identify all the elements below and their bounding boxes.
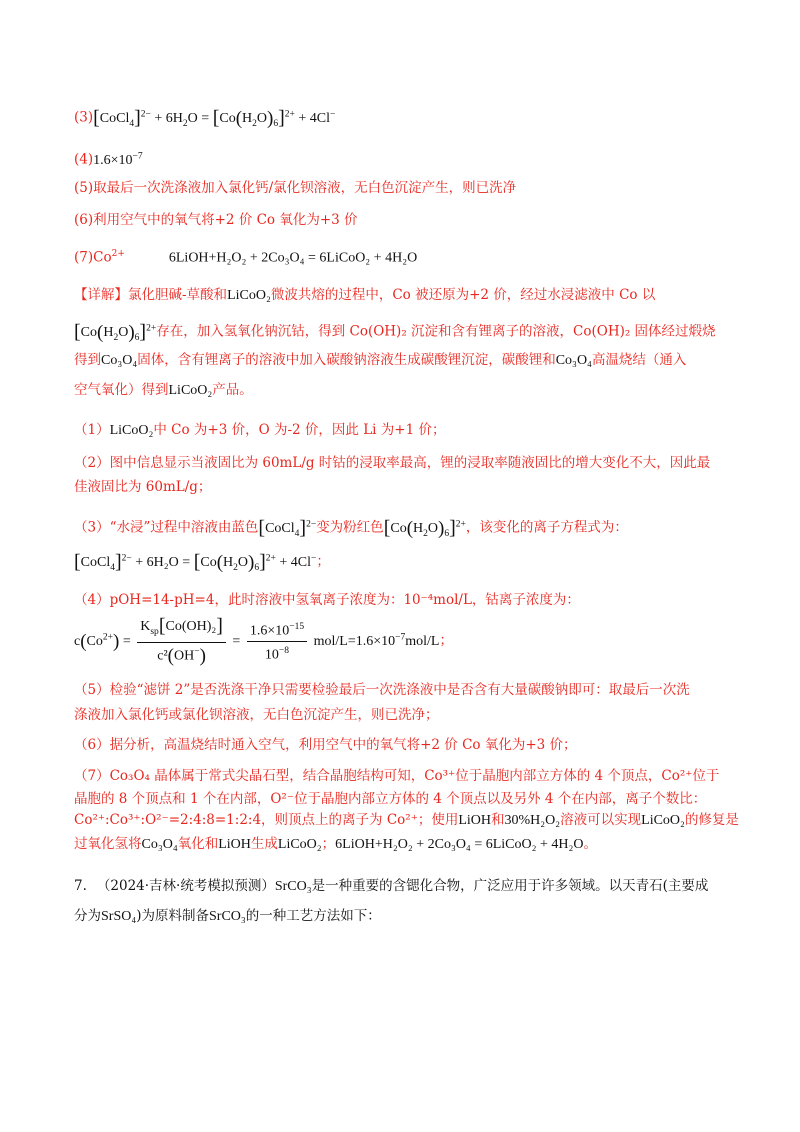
explain-heading: 【详解】氯化胆碱-草酸和: [74, 287, 228, 303]
explain-text: 变为粉红色: [316, 519, 384, 536]
question-text: 分为: [74, 908, 101, 924]
question-text: )为原料制备: [136, 908, 210, 924]
ksp-exp: −15: [289, 622, 305, 633]
question-7-line-1: [74, 876, 708, 897]
formula-srso4: SrSO₄: [101, 909, 137, 924]
explain-q7-line-3: [74, 810, 739, 831]
question-text: 的一种工艺方法如下：: [245, 908, 381, 924]
explain-q6: （6）据分析，高温烧结时通入空气，利用空气中的氧气将+2 价 Co 氧化为+3 价；: [74, 737, 577, 753]
explain-q2-line-2: 佳液固比为 60mL/g；: [74, 479, 212, 495]
formula-licoo2: LiCoO₂: [168, 383, 213, 398]
ksp-value: 1.6×10: [249, 623, 290, 639]
ksp-symbol: K: [140, 619, 151, 635]
explain-line-1: [74, 285, 655, 306]
explain-text: 中 Co 为+3 价，O 为-2 价，因此 Li 为+1 价；: [153, 422, 446, 438]
explain-q3-line-1: [74, 511, 628, 546]
answer-3-rhs: + 4Cl: [298, 110, 331, 126]
explain-q4-equation: [74, 614, 453, 665]
equation: [CoCl$_4$]$^{2-}$ + $6H_2O = [Co(H_2O)_6]^{2+} + 4Cl^-$: [74, 550, 317, 573]
complex-ion-co-h2o: $[Co(H_2O)_6]^{2+}$: [74, 320, 157, 343]
explain-text: （3）“水浸”过程中溶液由蓝色: [74, 519, 259, 536]
explain-text: ；: [439, 632, 453, 649]
explain-text: 高温烧结（通入: [591, 352, 687, 368]
ksp-compound: Co(OH)₂: [165, 619, 217, 635]
result-value: mol/L=1.6×10: [313, 633, 396, 649]
explain-text: 。: [583, 836, 597, 852]
explain-text: 得到: [74, 352, 101, 368]
answer-7-label: (7)Co: [74, 249, 112, 266]
explain-text: 固体，含有锂离子的溶液中加入碳酸钠溶液生成碳酸锂沉淀，碳酸锂和: [137, 352, 556, 368]
explain-q7-line-4: [74, 834, 597, 855]
answer-3-co: Co: [219, 110, 236, 126]
formula-h2o2: 30%H₂O₂: [504, 813, 561, 828]
explain-text: 溶液可以实现: [560, 812, 642, 828]
explain-text: 生成: [250, 836, 278, 852]
equation-mid: + 6H₂O =: [135, 554, 194, 570]
answer-5: (5)取最后一次洗涤液加入氯化钙/氯化钡溶液，无白色沉淀产生，则已洗净: [74, 180, 517, 196]
explain-q3-equation: [74, 545, 330, 580]
explain-text: 的修复是: [684, 812, 739, 828]
equation: 6LiOH+H₂O₂ + 2Co₃O₄ = 6LiCoO₂ + 4H₂O: [335, 837, 584, 852]
equation-lhs: CoCl: [80, 554, 111, 570]
explain-q1: [74, 420, 445, 441]
answer-4-exponent: −7: [132, 151, 143, 161]
question-7-line-2: [74, 906, 381, 927]
result-unit: mol/L: [405, 633, 440, 649]
explain-text: 存在，加入氢氧化钠沉钴，得到 Co(OH)₂ 沉淀和含有锂离子的溶液，Co(OH)₂ 固体经过煅烧: [156, 323, 716, 340]
answer-4-label: (4): [74, 151, 94, 168]
explain-text: 氧化和: [177, 836, 219, 852]
complex-ion-co-h2o: $[Co(H_2O)_6]^{2+}$: [383, 516, 466, 539]
explain-line-2: [74, 315, 716, 350]
explain-q7-line-2: 晶胞的 8 个顶点和 1 个在内部，O²⁻位于晶胞内部立方体的 4 个顶点以及另外 4 个在内部，离子个数比：: [74, 791, 707, 807]
conc-symbol: c: [74, 633, 81, 649]
formula-licoo2: LiCoO₂: [227, 288, 271, 303]
answer-7: [74, 244, 417, 269]
question-source: （2024·吉林·统考模拟预测）: [96, 878, 275, 894]
explain-q2-line-1: （2）图中信息显示当液固比为 60mL/g 时钴的浸取率最高，锂的浸取率随液固比的增大变化不大，因此最: [74, 455, 711, 471]
concentration-equation: $c(Co^{2+})$ = $\frac{K_{sp}[Co(OH)_2]}{c^2(OH^-)}$ = $\frac{1.6\times 10^{-15}}{10^{-8}}$ mol/$L=1.6\times 10^{-7}mol/L$: [74, 615, 440, 667]
explain-text: ；: [321, 836, 336, 852]
explain-q5-line-2: 涤液加入氯化钙或氯化钡溶液，无白色沉淀产生，则已洗净；: [74, 707, 439, 723]
answer-7-charge: 2+: [111, 249, 125, 259]
ksp-sub: sp: [150, 627, 159, 637]
explain-text: 产品。: [212, 382, 253, 398]
explain-text: 过氧化氢将: [74, 836, 142, 852]
explain-text: 空气氧化）得到: [74, 382, 169, 398]
explain-text: ；: [316, 553, 330, 570]
answer-6: (6)利用空气中的氧气将+2 价 Co 氧化为+3 价: [74, 212, 358, 228]
explain-text: Co²⁺:Co³⁺:O²⁻=2:4:8=1:2:4，则顶点上的离子为 Co²⁺；使用: [74, 812, 459, 828]
explain-text: ，该变化的离子方程式为：: [465, 519, 628, 536]
fraction-values: [247, 619, 307, 663]
oh-value: 10: [264, 647, 279, 663]
explain-q4-line-1: （4）pOH=14-pH=4，此时溶液中氢氧离子浓度为：10⁻⁴mol/L，钴离子浓度为：: [74, 592, 580, 608]
answer-3-plus: + 6H: [154, 110, 183, 126]
explain-line-4: [74, 380, 253, 401]
answer-3-label: (3): [74, 109, 94, 126]
formula-co3o4: Co₃O₄: [141, 837, 178, 852]
answer-3: [74, 101, 335, 136]
explain-line-3: [74, 350, 686, 371]
formula-lioh: LiOH: [218, 837, 251, 852]
answer-3-equation: [CoCl$_4$]$^{2-}$ + $6H_2O = [Co(H_2O)_6]^{2+} + 4Cl^-$: [93, 106, 336, 129]
question-number: 7.: [74, 878, 87, 894]
hydroxide: OH: [173, 648, 195, 664]
oh-exp: −8: [278, 645, 290, 656]
explain-text: 微波共熔的过程中，Co 被还原为+2 价，经过水浸滤液中 Co 以: [270, 287, 656, 303]
answer-4: [74, 146, 143, 171]
formula-co3o4: Co₃O₄: [555, 353, 592, 368]
explain-text: （1）: [74, 422, 110, 438]
formula-licoo2: LiCoO₂: [109, 423, 154, 438]
answer-4-value: 1.6×10: [93, 152, 133, 168]
formula-lioh: LiOH: [458, 813, 491, 828]
conc-squared: c²: [157, 648, 168, 664]
explain-q7-line-1: （7）Co₃O₄ 晶体属于常式尖晶石型，结合晶胞结构可知，Co³⁺位于晶胞内部立方体的 4 个顶点，Co²⁺位于: [74, 768, 720, 784]
equation-rhs: + 4Cl: [279, 554, 312, 570]
fraction-ksp: $\frac{K_{sp}[Co(OH)_2]}{c^2(OH^-)}$: [137, 618, 226, 664]
answer-3-o: O: [256, 110, 268, 126]
answer-7-equation: 6LiOH+H₂O₂ + 2Co₃O₄ = 6LiCoO₂ + 4H₂O: [168, 250, 418, 266]
answer-3-h: H: [242, 110, 253, 126]
complex-ion-cocl4: [CoCl$_4$]$^{2-}$: [258, 516, 317, 539]
explain-text: 和: [491, 812, 505, 828]
formula-srco3: SrCO₃: [274, 879, 312, 894]
answer-3-equals: O =: [187, 110, 213, 126]
formula-co3o4: Co₃O₄: [101, 353, 138, 368]
result-exp: −7: [395, 632, 406, 642]
answer-3-lhs: CoCl: [99, 110, 130, 126]
formula-srco3: SrCO₃: [209, 909, 246, 924]
formula-licoo2: LiCoO₂: [641, 813, 685, 828]
formula-licoo2: LiCoO₂: [277, 837, 322, 852]
explain-q5-line-1: （5）检验“滤饼 2”是否洗涤干净只需要检验最后一次洗涤液中是否含有大量碳酸钠即可：取最后一次洗: [74, 682, 690, 698]
question-text: 是一种重要的含锶化合物，广泛应用于许多领域。以天青石(主要成: [311, 878, 709, 894]
